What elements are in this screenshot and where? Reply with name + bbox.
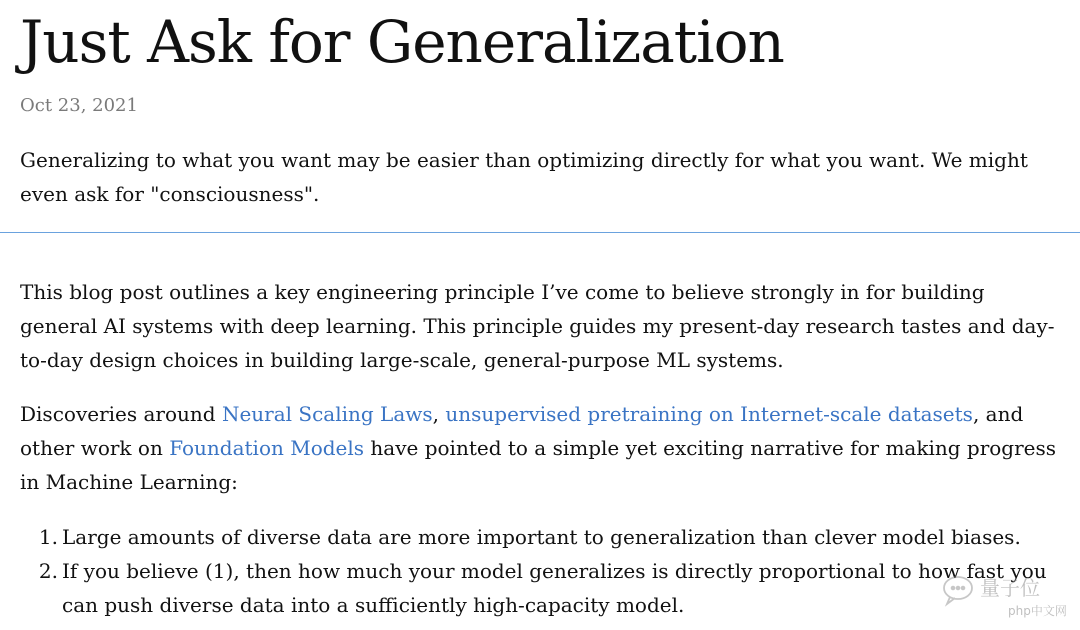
foundation-models-link[interactable]: Foundation Models bbox=[169, 436, 365, 460]
principles-list bbox=[20, 520, 1068, 622]
chat-bubble-icon bbox=[944, 577, 972, 604]
list-item-number: 2. bbox=[38, 559, 58, 583]
paragraph-text: Discoveries around bbox=[20, 402, 222, 426]
paragraph-text: , and other work on bbox=[20, 402, 1024, 460]
list-item-text: Large amounts of diverse data are more important to generalization than clever model biases. bbox=[62, 525, 1021, 549]
unsupervised-pretraining-link[interactable]: unsupervised pretraining on Internet-scale datasets bbox=[445, 402, 973, 426]
post-date: Oct 23, 2021 bbox=[20, 95, 138, 116]
post-subtitle: Generalizing to what you want may be easier than optimizing directly for what you want. We might even ask for "consciousness". bbox=[20, 148, 1028, 206]
list-item bbox=[20, 520, 1068, 554]
discoveries-paragraph bbox=[20, 397, 1068, 499]
watermark-label: 量子位 bbox=[980, 576, 1040, 600]
list-item-text: If you believe (1), then how much your model generalizes is directly proportional to how fast you can push diverse data into a sufficiently high-capacity model. bbox=[62, 559, 1047, 617]
header-divider bbox=[0, 232, 1080, 233]
neural-scaling-laws-link[interactable]: Neural Scaling Laws bbox=[221, 402, 433, 426]
intro-paragraph: This blog post outlines a key engineering principle I’ve come to believe strongly in for building general AI systems with deep learning. This principle guides my present-day research tastes and day-to-day design choices in building large-scale, general-purpose ML systems. bbox=[20, 280, 1055, 372]
list-item bbox=[20, 554, 1068, 622]
watermark-sublabel: php中文网 bbox=[1008, 604, 1067, 618]
list-item-number: 1. bbox=[38, 525, 58, 549]
paragraph-text: have pointed to a simple yet exciting narrative for making progress in Machine Learning: bbox=[20, 436, 1057, 494]
page-title: Just Ask for Generalization bbox=[20, 8, 784, 76]
watermark-logo bbox=[940, 566, 1070, 620]
paragraph-text: , bbox=[432, 402, 446, 426]
